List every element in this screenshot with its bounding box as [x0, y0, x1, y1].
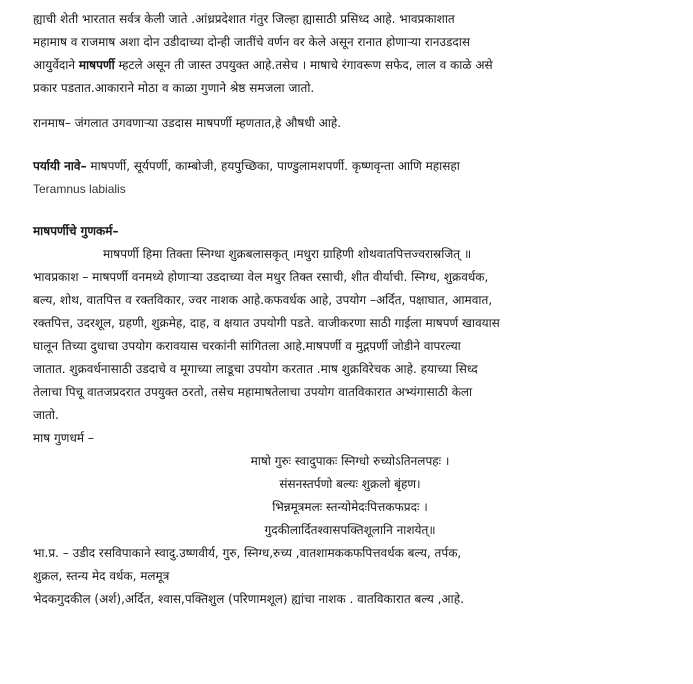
bhavaprakash-paragraph	[33, 266, 667, 427]
intro-line-2: महामाष व राजमाष अशा दोन उडीदाच्या दोन्ही जातींचे वर्णन वर केले असून रानात होणाऱ्या रानउडदास	[33, 35, 471, 49]
intro-paragraph	[33, 8, 667, 100]
mash-verses	[33, 450, 667, 542]
bp-line-6: तेलाचा पिचू वातजप्रदरात उपयुक्त ठरतो, तसेच महामाषतेलाचा उपयोग वातविकारात अभ्यंगासाठी केला	[33, 385, 473, 399]
synonyms-text: माषपर्णी, सूर्यपर्णी, काम्बोजी, हयपुच्छिका, पाण्डुलामशपर्णी. कृष्णवृन्ता आणि महासहा	[86, 159, 460, 173]
mash-verse-2: संसनस्तर्पणो बल्यः शुक्रलो बृंहण।	[279, 477, 421, 491]
mash-verse-4: गुदकीलार्दितश्वासपक्तिशूलानि नाशयेत्॥	[264, 523, 436, 537]
mash-verse-1: माषो गुरुः स्वादुपाकः स्निग्धो रुच्योऽतिनलपहः ।	[250, 454, 450, 468]
gunkarma-verse: माषपर्णी हिमा तिक्ता स्निग्धा शुक्रबलासकृत् ।मधुरा ग्राहिणी शोथवातपित्तज्वरास्रजित् ॥	[103, 247, 472, 261]
bhapra-line-1: भा.प्र. – उडीद रसविपाकाने स्वादु.उष्णवीर्य, गुरु, स्निग्ध,रुच्य ,वातशामककफपित्तवर्धक बल्य, तर्पक,	[33, 546, 462, 560]
ranmash-line: रानमाष– जंगलात उगवणाऱ्या उडदास माषपर्णी म्हणतात,हे औषधी आहे.	[33, 116, 342, 130]
bp-line-1: भावप्रकाश – माषपर्णी वनमध्ये होणाऱ्या उडदाच्या वेल मधुर तिक्त रसाची, शीत वीर्याची. स्निग्ध, शुक्रवर्धक,	[33, 270, 489, 284]
intro-line-4: प्रकार पडतात.आकाराने मोठा व काळा गुणाने श्रेष्ठ समजला जातो.	[33, 81, 315, 95]
bp-line-3: रक्तपित्त, उदरशूल, ग्रहणी, शुक्रमेह, दाह, व क्षयात उपयोगी पडते. वाजीकरणा साठी गाईला माषपर्ण खावयास	[33, 316, 500, 330]
mash-verse-3: भिन्नमूत्रमलः स्तन्योमेदःपित्तकफप्रदः ।	[272, 500, 428, 514]
bp-line-4: घालून तिच्या दुधाचा उपयोग करावयास चरकांनी सांगितला आहे.माषपर्णी व मुद्गपर्णी जोडीने वापरल्या	[33, 339, 461, 353]
bp-line-5: जातात. शुक्रवर्धनासाठी उडदाचे व मूगाच्या लाडूचा उपयोग करतात .माष शुक्रविरेचक आहे. हयाच्या सिध्द	[33, 362, 478, 376]
intro-line-3-pre: आयुर्वेदाने	[33, 58, 79, 72]
bp-line-2: बल्य, शोथ, वातपित्त व रक्तविकार, ज्वर नाशक आहे.कफवर्धक आहे, उपयोग –अर्दित, पक्षाघात, आमवात,	[33, 293, 493, 307]
bhapra-paragraph	[33, 542, 667, 611]
bp-line-7: जातो.	[33, 408, 59, 422]
mash-gundharma-heading: माष गुणधर्म –	[33, 431, 94, 445]
bhapra-line-3: भेदकगुदकील (अर्श),अर्दित, श्वास,पक्तिशुल (परिणामशूल) ह्यांचा नाशक . वातविकारात बल्य ,आहे.	[33, 592, 464, 606]
gunkarma-heading: माषपर्णीचे गुणकर्म–	[33, 224, 119, 238]
mashparni-term: माषपर्णी	[78, 58, 115, 72]
intro-line-3	[33, 54, 667, 77]
synonyms-label: पर्यायी नावे–	[33, 159, 87, 173]
synonyms-line	[33, 155, 667, 178]
intro-line-3-post: म्हटले असून ती जास्त उपयुक्त आहे.तसेच । माषाचे रंगावरूण सफेद, लाल व काळे असे	[114, 58, 493, 72]
bhapra-line-2: शुक्रल, स्तन्य मेद वर्धक, मलमूत्र	[33, 569, 170, 583]
latin-name: Teramnus labialis	[33, 182, 126, 196]
intro-line-1: ह्याची शेती भारतात सर्वत्र केली जाते .आंध्रप्रदेशात गंतुर जिल्हा ह्यासाठी प्रसिध्द आहे. भावप्रकाशात	[33, 12, 455, 26]
